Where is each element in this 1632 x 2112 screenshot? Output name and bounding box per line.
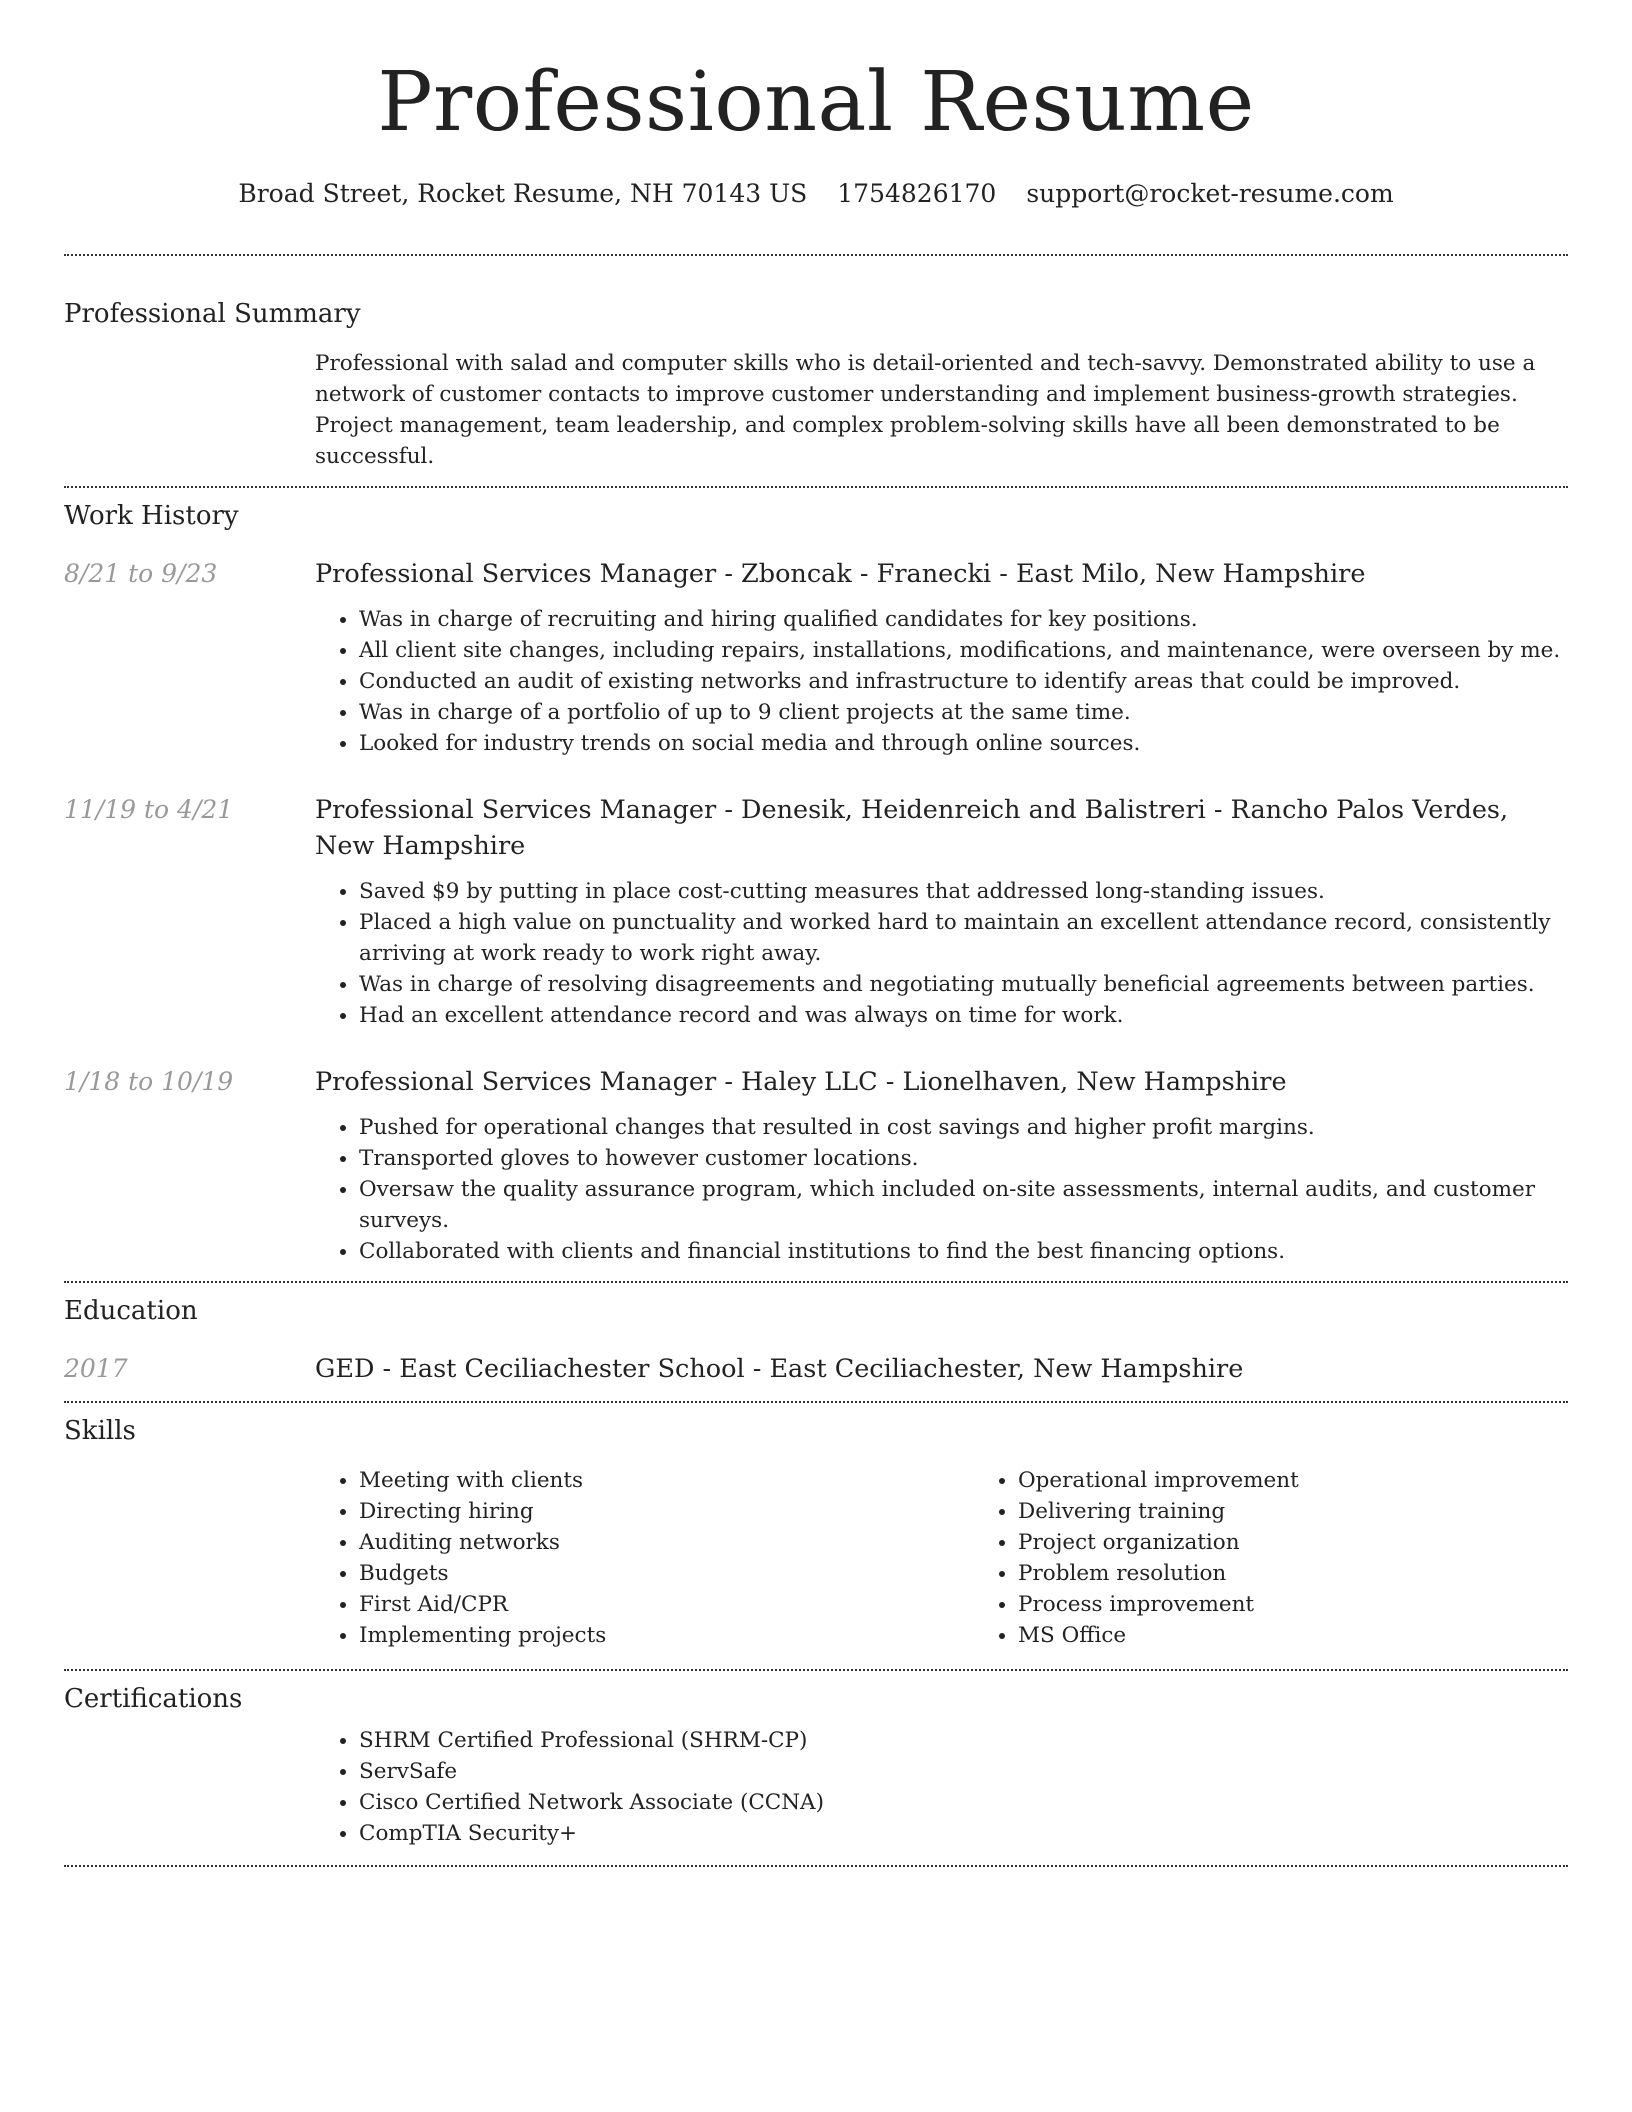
list-item: • Placed a high value on punctuality and worked hard to maintain an excellent attendance record, consistently arriving at work ready to work right away. — [359, 907, 1568, 969]
list-item: • Problem resolution — [1018, 1558, 1632, 1589]
list-item: • Meeting with clients — [359, 1465, 974, 1496]
list-item: • Cisco Certified Network Associate (CCNA) — [359, 1787, 1568, 1818]
list-item: • Implementing projects — [359, 1620, 974, 1651]
skills-heading: Skills — [64, 1416, 136, 1446]
section-divider — [64, 1281, 1568, 1283]
list-item: • Conducted an audit of existing networks and infrastructure to identify areas that could be improved. — [359, 666, 1568, 697]
list-item: • Budgets — [359, 1558, 974, 1589]
list-item: • Oversaw the quality assurance program, which included on-site assessments, internal audits, and customer surveys. — [359, 1174, 1568, 1236]
education-entry — [64, 1351, 1568, 1387]
certifications-heading: Certifications — [64, 1684, 243, 1714]
list-item: • CompTIA Security+ — [359, 1818, 1568, 1849]
job-bullets — [315, 876, 1568, 1031]
section-divider — [64, 486, 1568, 488]
section-divider — [64, 1401, 1568, 1403]
contact-email: support@rocket-resume.com — [1026, 179, 1394, 208]
job-title: Professional Services Manager - Haley LLC - Lionelhaven, New Hampshire — [315, 1067, 1287, 1097]
job-bullets — [315, 604, 1568, 759]
summary-section — [64, 296, 1568, 472]
list-item: • All client site changes, including repairs, installations, modifications, and maintenance, were overseen by me. — [359, 635, 1568, 666]
list-item: • ServSafe — [359, 1756, 1568, 1787]
education-title: GED - East Ceciliachester School - East Ceciliachester, New Hampshire — [315, 1354, 1244, 1384]
skills-section — [64, 1413, 1568, 1651]
list-item: • SHRM Certified Professional (SHRM-CP) — [359, 1725, 1568, 1756]
skills-column-left — [315, 1465, 974, 1651]
list-item: • Delivering training — [1018, 1496, 1632, 1527]
job-entry — [64, 792, 1568, 1031]
education-section — [64, 1293, 1568, 1387]
section-divider — [64, 254, 1568, 256]
list-item: • Directing hiring — [359, 1496, 974, 1527]
education-date: 2017 — [64, 1354, 128, 1383]
list-item: • Saved $9 by putting in place cost-cutting measures that addressed long-standing issues. — [359, 876, 1568, 907]
section-divider — [64, 1865, 1568, 1867]
list-item: • Operational improvement — [1018, 1465, 1632, 1496]
list-item: • Auditing networks — [359, 1527, 974, 1558]
list-item: • Transported gloves to however customer locations. — [359, 1143, 1568, 1174]
summary-heading: Professional Summary — [64, 299, 361, 329]
list-item: • Had an excellent attendance record and was always on time for work. — [359, 1000, 1568, 1031]
list-item: • Was in charge of recruiting and hiring qualified candidates for key positions. — [359, 604, 1568, 635]
job-title: Professional Services Manager - Zboncak - Franecki - East Milo, New Hampshire — [315, 559, 1366, 589]
section-divider — [64, 1669, 1568, 1671]
job-entry — [64, 556, 1568, 759]
list-item: • Project organization — [1018, 1527, 1632, 1558]
job-bullets — [315, 1112, 1568, 1267]
certifications-section — [64, 1681, 1568, 1849]
contact-line — [64, 176, 1568, 212]
page-title: Professional Resume — [377, 55, 1255, 150]
skills-column-right — [974, 1465, 1632, 1651]
job-date: 1/18 to 10/19 — [64, 1067, 234, 1096]
list-item: • MS Office — [1018, 1620, 1632, 1651]
list-item: • Pushed for operational changes that resulted in cost savings and higher profit margins. — [359, 1112, 1568, 1143]
job-title: Professional Services Manager - Denesik, Heidenreich and Balistreri - Rancho Palos Verdes, New Hampshire — [315, 795, 1509, 861]
list-item: • Looked for industry trends on social media and through online sources. — [359, 728, 1568, 759]
job-date: 11/19 to 4/21 — [64, 795, 234, 824]
list-item: • Was in charge of a portfolio of up to 9 client projects at the same time. — [359, 697, 1568, 728]
summary-text: Professional with salad and computer skills who is detail-oriented and tech-savvy. Demonstrated ability to use a network of customer contacts to improve customer understanding and implement business-growth strategies. Project management, team leadership, and complex problem-solving skills have all been demonstrated to be successful. — [315, 351, 1536, 469]
work-history-section — [64, 498, 1568, 1267]
skills-list — [315, 1457, 1568, 1651]
education-heading: Education — [64, 1296, 198, 1326]
list-item: • Process improvement — [1018, 1589, 1632, 1620]
list-item: • Collaborated with clients and financial institutions to find the best financing options. — [359, 1236, 1568, 1267]
list-item: • First Aid/CPR — [359, 1589, 974, 1620]
work-history-heading: Work History — [64, 501, 239, 531]
job-date: 8/21 to 9/23 — [64, 559, 218, 588]
contact-address: Broad Street, Rocket Resume, NH 70143 US — [238, 179, 808, 208]
certifications-list — [315, 1725, 1568, 1849]
job-entry — [64, 1064, 1568, 1267]
list-item: • Was in charge of resolving disagreements and negotiating mutually beneficial agreements between parties. — [359, 969, 1568, 1000]
contact-phone: 1754826170 — [837, 179, 997, 208]
